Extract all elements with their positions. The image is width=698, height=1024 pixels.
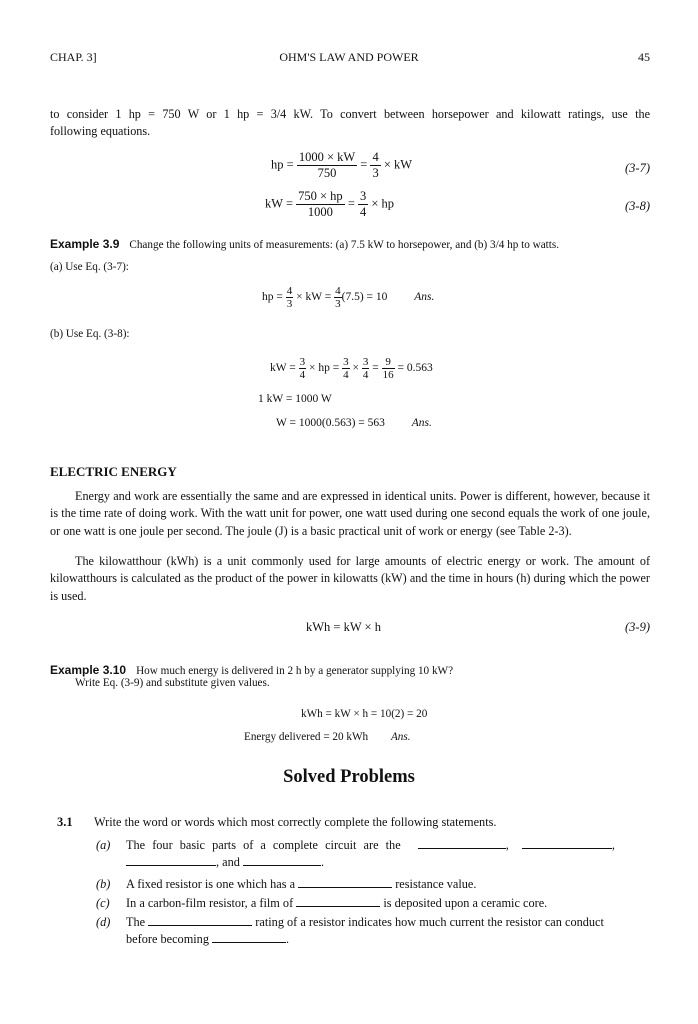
blank-a2[interactable] [522, 838, 612, 849]
example-3-9-text: Change the following units of measurements: (a) 7.5 kW to horsepower, and (b) 3/4 hp to watts. [129, 239, 560, 251]
example-3-9-part-b: (b) Use Eq. (3-8): [50, 328, 130, 340]
eq37-mid: = [360, 157, 368, 172]
example-3-9-a-ans: Ans. [414, 291, 435, 304]
eq38-frac2: $\frac{3}{4}$ [360, 189, 367, 219]
energy-paragraph-1: Energy and work are essentially the same and are expressed in identical units. Power is different, however, because it is the time rate of doing work. With the watt unit for power, one watt used during one second equals the work of one joule, or one watt is one joule per second. The joule (J) is a basic practical unit of work or energy (see Table 2-3). [50, 489, 650, 538]
part-a-label: (a) [96, 838, 111, 852]
example-3-9-a-equation: hp = $\frac{4}{3}$ × kW = $\frac{4}{3}$ (7.5) = 10 Ans. [262, 285, 435, 310]
eq37-lhs: hp = [271, 157, 294, 172]
part-d-label: (d) [96, 915, 111, 929]
section-heading-electric-energy: ELECTRIC ENERGY [50, 464, 177, 479]
example-3-10-text: How much energy is delivered in 2 h by a generator supplying 10 kW? [136, 665, 454, 677]
example-3-9-b-line2: 1 kW = 1000 W [258, 393, 332, 405]
eq38-mid: = [347, 196, 355, 211]
example-3-9-part-a: (a) Use Eq. (3-7): [50, 261, 129, 273]
example-3-10-ans: Ans. [390, 731, 411, 743]
part-b-label: (b) [96, 877, 111, 891]
example-3-9-b-equation: kW = $\frac{3}{4}$ × hp = $\frac{3}{4}$ × $\frac{3}{4}$ = $\frac{9}{16}$ = 0.563 [270, 356, 433, 381]
eq37-rhs: × kW [383, 157, 413, 172]
example-3-9-heading [50, 235, 559, 253]
eq37-number: (3-7) [625, 161, 650, 175]
equation-3-9: kWh = kW × h [306, 620, 381, 634]
blank-a4[interactable] [243, 855, 321, 866]
eq38-frac1: $\frac{750 \times hp}{1000}$ [298, 189, 343, 219]
part-c-label: (c) [96, 896, 110, 910]
example-3-9-b-line3: W = 1000(0.563) = 563 Ans. [276, 417, 432, 429]
blank-a3[interactable] [126, 855, 216, 866]
blank-d1[interactable] [148, 915, 252, 926]
header-title: OHM'S LAW AND POWER [279, 50, 419, 64]
part-d-line2: before becoming . [126, 932, 290, 946]
problem-number: 3.1 [57, 815, 73, 829]
blank-c[interactable] [296, 896, 380, 907]
part-b-line: A fixed resistor is one which has a resistance value. [126, 877, 477, 891]
blank-a1[interactable] [418, 838, 506, 849]
blank-d2[interactable] [212, 932, 286, 943]
problem-prompt: Write the word or words which most correctly complete the following statements. [94, 815, 497, 829]
header-chapter: CHAP. 3] [50, 50, 97, 64]
example-3-10-eq2: Energy delivered = 20 kWh Ans. [244, 731, 411, 743]
part-a-line2: , and . [126, 855, 324, 870]
solved-problems-heading: Solved Problems [283, 767, 415, 787]
example-3-10-eq1: kWh = kW × h = 10(2) = 20 [301, 708, 428, 720]
intro-line-2: following equations. [50, 124, 151, 139]
eq38-lhs: kW = [265, 196, 293, 211]
eq37-frac1: $\frac{1000 \times kW}{750}$ [298, 150, 356, 180]
intro-line-1: to consider 1 hp = 750 W or 1 hp = 3/4 kW. To convert between horsepower and kilowatt ratings, use the [50, 107, 650, 121]
eq37-frac2: $\frac{4}{3}$ [372, 150, 379, 180]
equation-3-8 [265, 189, 394, 220]
blank-b[interactable] [298, 877, 392, 888]
example-3-10-line2: Write Eq. (3-9) and substitute given values. [75, 677, 270, 689]
part-d-line: The rating of a resistor indicates how much current the resistor can conduct [126, 915, 604, 929]
energy-paragraph-2: The kilowatthour (kWh) is a unit commonly used for large amounts of electric energy or work. The amount of kilowatthours is calculated as the product of the power in kilowatts (kW) and the time in hours (h) during which the power is used. [50, 554, 650, 603]
example-3-10-label: Example 3.10 [50, 663, 127, 677]
part-c-line: In a carbon-film resistor, a film of is deposited upon a ceramic core. [126, 896, 548, 910]
intro-paragraph [50, 106, 650, 141]
part-a-line: The four basic parts of a complete circuit are the , , [126, 838, 615, 852]
example-3-9-label: Example 3.9 [50, 237, 120, 251]
eq39-number: (3-9) [625, 620, 650, 634]
example-3-9-b-ans: Ans. [411, 417, 432, 429]
eq38-number: (3-8) [625, 199, 650, 213]
page-number: 45 [638, 50, 650, 64]
equation-3-7 [271, 150, 412, 181]
eq38-rhs: × hp [371, 196, 395, 211]
